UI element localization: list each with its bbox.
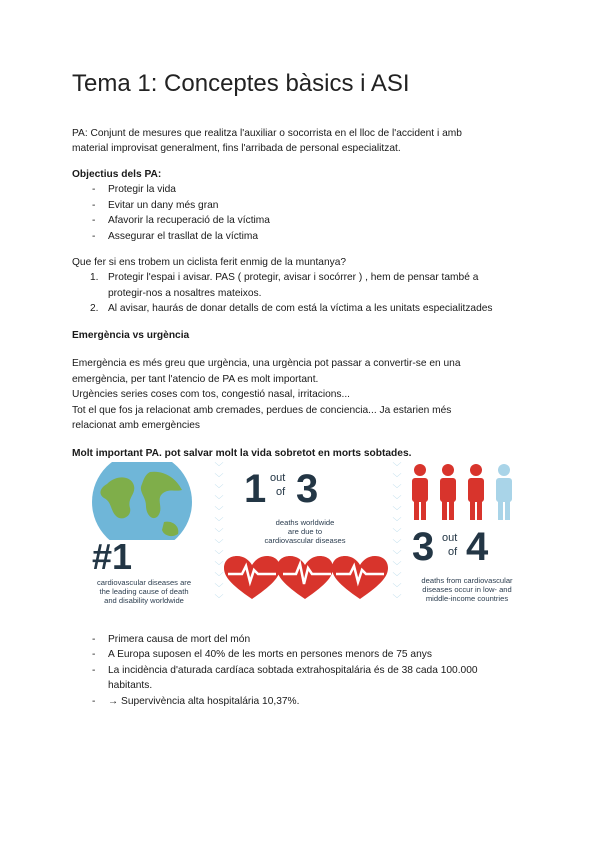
question-section: [72, 255, 532, 317]
ratio-out: out: [270, 472, 286, 484]
facts-section: [72, 632, 532, 709]
intro-paragraph: [72, 126, 532, 157]
step-number: 1.: [90, 272, 99, 284]
paragraph-line: Urgències series coses com tos, congestió nasal, irritacions...: [72, 389, 351, 401]
list-item: - Afavorir la recuperació de la víctima: [72, 213, 532, 228]
intro-line: PA: Conjunt de mesures que realitza l'auxiliar o socorrista en el lloc de l'accident i amb: [72, 128, 462, 139]
step-line: Al avisar, haurás de donar detalls de com está la víctima a les unitats especialitzades: [108, 303, 493, 315]
objectives-heading: Objectius dels PA:: [72, 169, 162, 180]
objectives-section: [72, 167, 532, 244]
ratio-numerator: 1: [244, 467, 267, 511]
fact-line: habitants.: [108, 680, 153, 692]
heartbeat-hearts-icon: [220, 554, 390, 604]
panel-leading-cause: [72, 462, 212, 612]
panel-caption: [402, 576, 532, 603]
fact-line: - La incidència d'aturada cardíaca sobtada extrahospitalária és de 38 cada 100.000: [108, 664, 478, 676]
caption-line: cardiovascular diseases: [264, 536, 346, 545]
paragraph-line: Tot el que fos ja relacionat amb cremades, perdues de conciencia... Ja estarien més: [72, 404, 452, 416]
caption-line: the leading cause of death: [99, 587, 189, 596]
step-number: 2.: [90, 303, 99, 315]
ratio-denominator: 3: [296, 467, 319, 511]
step-line: protegir-nos a nosaltres mateixos.: [108, 287, 262, 299]
rank-number: #1: [92, 536, 133, 577]
paragraph-line: emergència, per tant l'atencio de PA es molt important.: [72, 373, 319, 385]
caption-line: diseases occur in low- and: [422, 585, 512, 594]
ratio-denominator: 4: [466, 525, 489, 569]
divider-chevrons: ﹀ ﹀ ﹀ ﹀ ﹀ ﹀ ﹀ ﹀ ﹀ ﹀ ﹀ ﹀ ﹀: [214, 462, 224, 604]
list-item: [72, 663, 532, 694]
list-item: [72, 270, 532, 301]
caption-line: are due to: [287, 527, 323, 536]
emergency-heading: Emergència vs urgència: [72, 330, 190, 341]
caption-line: middle-income countries: [425, 594, 509, 603]
people-icon: [402, 462, 532, 522]
panel-caption: [220, 518, 390, 545]
panel-three-out-of-four: [402, 462, 532, 612]
caption-line: deaths from cardiovascular: [421, 576, 513, 585]
paragraph-line: Emergència es més greu que urgència, una urgència pot passar a convertir-se en una: [72, 358, 461, 370]
cardiovascular-infographic: [72, 462, 532, 612]
page-title: Tema 1: Conceptes bàsics i ASI: [72, 70, 410, 97]
step-line: Protegir l'espai i avisar. PAS ( protegir, avisar i socórrer ) , hem de pensar també a: [108, 272, 479, 284]
list-item: - Assegurar el trasllat de la víctima: [72, 229, 532, 244]
ratio-numerator: 3: [412, 525, 435, 569]
list-item: - Protegir la vida: [72, 182, 532, 197]
list-item: - Evitar un dany més gran: [72, 198, 532, 213]
panel-caption: [76, 578, 212, 605]
caption-line: cardiovascular diseases are: [96, 578, 192, 587]
earth-globe-icon: [72, 462, 212, 540]
divider-chevrons: ﹀ ﹀ ﹀ ﹀ ﹀ ﹀ ﹀ ﹀ ﹀ ﹀ ﹀ ﹀ ﹀: [392, 462, 402, 604]
list-item: [72, 301, 532, 316]
ratio-of: of: [448, 546, 458, 558]
steps-list: [72, 270, 532, 316]
panel-one-out-of-three: [220, 462, 390, 612]
list-item: - A Europa suposen el 40% de les morts en persones menors de 75 anys: [72, 647, 532, 662]
list-item: - Primera causa de mort del món: [72, 632, 532, 647]
caption-line: and disability worldwide: [104, 596, 184, 605]
emergency-section: [72, 328, 532, 433]
intro-line: material improvisat generalment, fins l'arribada de personal especialitzat.: [72, 143, 401, 155]
facts-list: [72, 632, 532, 709]
important-heading: Molt important PA. pot salvar molt la vida sobretot en morts sobtades.: [72, 448, 412, 459]
caption-line: deaths worldwide: [275, 518, 335, 527]
ratio-out: out: [442, 532, 458, 544]
paragraph-line: relacionat amb emergències: [72, 420, 200, 432]
list-item: - → Supervivència alta hospitalária 10,37%.: [72, 694, 532, 709]
objectives-list: [72, 182, 532, 244]
ratio-of: of: [276, 486, 286, 498]
question-text: Que fer si ens trobem un ciclista ferit enmig de la muntanya?: [72, 257, 347, 268]
